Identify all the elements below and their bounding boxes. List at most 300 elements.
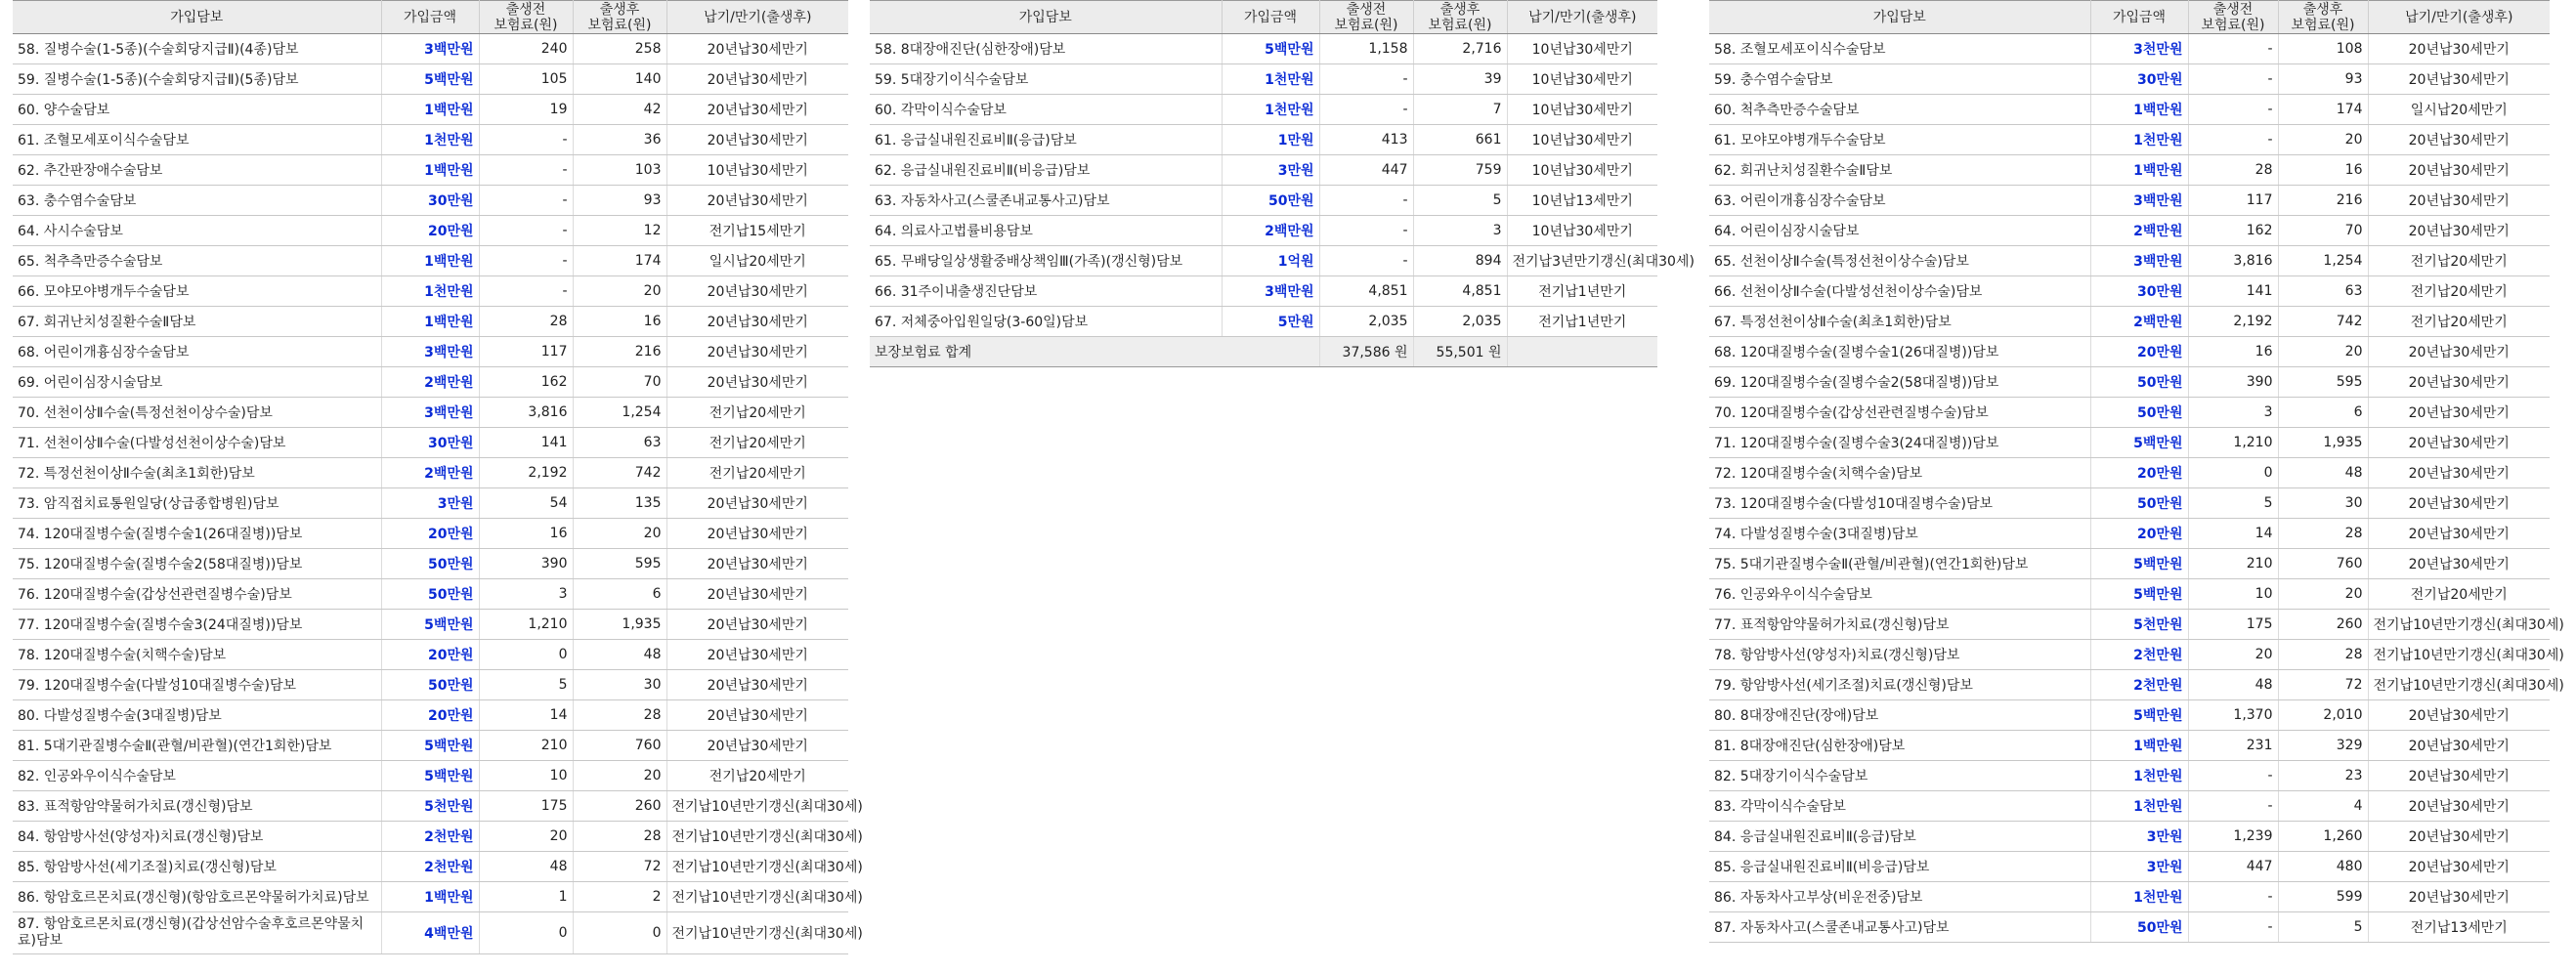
table-row (13, 64, 848, 95)
payment-term: 전기납10년만기갱신(최대30세) (2368, 610, 2550, 640)
coverage-name: 73. 암직접치료통원일당(상급종합병원)담보 (13, 488, 381, 519)
coverage-name: 75. 5대기관질병수술Ⅱ(관혈/비관혈)(연간1회한)담보 (1709, 549, 2090, 579)
table-row (13, 519, 848, 549)
payment-term: 20년납30세만기 (2368, 549, 2550, 579)
coverage-name: 87. 자동차사고(스쿨존내교통사고)담보 (1709, 912, 2090, 943)
premium-before-birth: 162 (2188, 216, 2278, 246)
header-amount: 가입금액 (2090, 1, 2188, 34)
coverage-name: 62. 추간판장애수술담보 (13, 155, 381, 186)
table-row (1709, 186, 2550, 216)
premium-after-birth: 6 (2278, 398, 2368, 428)
header-before: 출생전 보험료(원) (479, 1, 573, 34)
premium-before-birth: 14 (2188, 519, 2278, 549)
premium-after-birth: 20 (2278, 125, 2368, 155)
premium-after-birth: 595 (2278, 367, 2368, 398)
coverage-table (13, 0, 863, 954)
payment-term: 20년납30세만기 (2368, 519, 2550, 549)
payment-term: 10년납30세만기 (1507, 155, 1657, 186)
table-row (870, 216, 1657, 246)
premium-before-birth: 2,035 (1319, 307, 1413, 337)
coverage-name: 74. 다발성질병수술(3대질병)담보 (1709, 519, 2090, 549)
table-row (1709, 670, 2550, 700)
premium-before-birth: - (2188, 912, 2278, 943)
table-row (13, 912, 848, 954)
coverage-name: 84. 응급실내원진료비Ⅱ(응급)담보 (1709, 822, 2090, 852)
premium-after-birth: 103 (573, 155, 666, 186)
coverage-name: 85. 응급실내원진료비Ⅱ(비응급)담보 (1709, 852, 2090, 882)
premium-after-birth: 661 (1413, 125, 1507, 155)
premium-before-birth: - (2188, 791, 2278, 822)
header-name: 가입담보 (13, 1, 381, 34)
coverage-table-panel-3 (1709, 0, 2564, 943)
payment-term: 10년납13세만기 (1507, 186, 1657, 216)
coverage-name: 81. 8대장애진단(심한장애)담보 (1709, 731, 2090, 761)
header-before: 출생전 보험료(원) (1319, 1, 1413, 34)
payment-term: 20년납30세만기 (666, 64, 848, 95)
table-header-row (870, 1, 1657, 34)
premium-after-birth: 174 (573, 246, 666, 276)
premium-before-birth: 162 (479, 367, 573, 398)
premium-before-birth: 141 (2188, 276, 2278, 307)
premium-after-birth: 742 (573, 458, 666, 488)
premium-after-birth: 174 (2278, 95, 2368, 125)
coverage-name: 77. 표적항암약물허가치료(갱신형)담보 (1709, 610, 2090, 640)
premium-before-birth: 3,816 (479, 398, 573, 428)
table-row (1709, 428, 2550, 458)
premium-after-birth: 1,260 (2278, 822, 2368, 852)
payment-term: 20년납30세만기 (2368, 216, 2550, 246)
premium-before-birth: 1,239 (2188, 822, 2278, 852)
payment-term: 20년납30세만기 (2368, 64, 2550, 95)
coverage-name: 86. 자동차사고부상(비운전중)담보 (1709, 882, 2090, 912)
premium-after-birth: 20 (573, 519, 666, 549)
table-row (1709, 276, 2550, 307)
payment-term: 10년납30세만기 (1507, 64, 1657, 95)
premium-before-birth: 117 (479, 337, 573, 367)
premium-before-birth: 28 (479, 307, 573, 337)
payment-term: 일시납20세만기 (666, 246, 848, 276)
premium-before-birth: 20 (2188, 640, 2278, 670)
payment-term: 20년납30세만기 (666, 367, 848, 398)
coverage-name: 76. 인공와우이식수술담보 (1709, 579, 2090, 610)
header-after: 출생후 보험료(원) (2278, 1, 2368, 34)
header-term: 납기/만기(출생후) (666, 1, 848, 34)
coverage-amount: 1백만원 (2090, 731, 2188, 761)
coverage-name: 82. 인공와우이식수술담보 (13, 761, 381, 791)
table-row (13, 670, 848, 700)
table-row (870, 125, 1657, 155)
coverage-name: 78. 120대질병수술(치핵수술)담보 (13, 640, 381, 670)
premium-after-birth: 1,254 (2278, 246, 2368, 276)
coverage-amount: 50만원 (2090, 912, 2188, 943)
premium-after-birth: 70 (2278, 216, 2368, 246)
coverage-name: 58. 조혈모세포이식수술담보 (1709, 34, 2090, 64)
table-row (13, 246, 848, 276)
table-row (1709, 64, 2550, 95)
coverage-name: 59. 충수염수술담보 (1709, 64, 2090, 95)
coverage-name: 81. 5대기관질병수술Ⅱ(관혈/비관혈)(연간1회한)담보 (13, 731, 381, 761)
coverage-amount: 5백만원 (381, 610, 479, 640)
payment-term: 20년납30세만기 (666, 549, 848, 579)
premium-before-birth: 240 (479, 34, 573, 64)
table-header-row (13, 1, 848, 34)
payment-term: 20년납30세만기 (666, 95, 848, 125)
premium-after-birth: 63 (2278, 276, 2368, 307)
payment-term: 전기납10년만기갱신(최대30세) (666, 822, 848, 852)
table-row (870, 64, 1657, 95)
coverage-name: 71. 선천이상Ⅱ수술(다발성선천이상수술)담보 (13, 428, 381, 458)
coverage-table-panel-2 (870, 0, 1695, 367)
premium-before-birth: 4,851 (1319, 276, 1413, 307)
premium-before-birth: 210 (2188, 549, 2278, 579)
coverage-amount: 2백만원 (381, 458, 479, 488)
coverage-amount: 1백만원 (2090, 95, 2188, 125)
coverage-name: 63. 충수염수술담보 (13, 186, 381, 216)
payment-term: 10년납30세만기 (1507, 34, 1657, 64)
coverage-amount: 3백만원 (381, 337, 479, 367)
premium-before-birth: 210 (479, 731, 573, 761)
coverage-name: 83. 표적항암약물허가치료(갱신형)담보 (13, 791, 381, 822)
premium-before-birth: 10 (479, 761, 573, 791)
premium-before-birth: - (479, 125, 573, 155)
premium-after-birth: 20 (573, 276, 666, 307)
coverage-amount: 50만원 (2090, 398, 2188, 428)
coverage-name: 60. 각막이식수술담보 (870, 95, 1222, 125)
coverage-name: 65. 무배당일상생활중배상책임Ⅲ(가족)(갱신형)담보 (870, 246, 1222, 276)
payment-term: 20년납30세만기 (2368, 458, 2550, 488)
coverage-amount: 30만원 (2090, 276, 2188, 307)
coverage-name: 60. 척추측만증수술담보 (1709, 95, 2090, 125)
coverage-amount: 5만원 (1222, 307, 1319, 337)
payment-term: 전기납10년만기갱신(최대30세) (666, 791, 848, 822)
premium-after-birth: 28 (2278, 519, 2368, 549)
coverage-amount: 1백만원 (381, 95, 479, 125)
coverage-amount: 20만원 (381, 700, 479, 731)
coverage-amount: 1백만원 (381, 882, 479, 912)
premium-before-birth: - (479, 216, 573, 246)
premium-before-birth: 3 (479, 579, 573, 610)
coverage-name: 63. 어린이개흉심장수술담보 (1709, 186, 2090, 216)
premium-after-birth: 742 (2278, 307, 2368, 337)
premium-before-birth: - (1319, 216, 1413, 246)
coverage-name: 76. 120대질병수술(갑상선관련질병수술)담보 (13, 579, 381, 610)
coverage-amount: 3백만원 (381, 398, 479, 428)
coverage-amount: 2천만원 (2090, 640, 2188, 670)
table-row (1709, 246, 2550, 276)
premium-before-birth: 3 (2188, 398, 2278, 428)
payment-term: 전기납20세만기 (666, 761, 848, 791)
table-row (870, 246, 1657, 276)
payment-term: 전기납20세만기 (666, 458, 848, 488)
premium-after-birth: 599 (2278, 882, 2368, 912)
coverage-name: 61. 조혈모세포이식수술담보 (13, 125, 381, 155)
table-row (13, 700, 848, 731)
table-row (1709, 458, 2550, 488)
payment-term: 20년납30세만기 (666, 276, 848, 307)
premium-before-birth: 175 (2188, 610, 2278, 640)
header-amount: 가입금액 (1222, 1, 1319, 34)
table-row (13, 791, 848, 822)
premium-before-birth: - (2188, 95, 2278, 125)
premium-after-birth: 30 (2278, 488, 2368, 519)
coverage-amount: 1천만원 (381, 125, 479, 155)
coverage-amount: 2천만원 (381, 852, 479, 882)
coverage-table (870, 0, 1695, 367)
table-row (1709, 912, 2550, 943)
coverage-amount: 4백만원 (381, 912, 479, 954)
coverage-name: 77. 120대질병수술(질병수술3(24대질병))담보 (13, 610, 381, 640)
table-row (1709, 367, 2550, 398)
table-row (1709, 307, 2550, 337)
coverage-name: 79. 항암방사선(세기조절)치료(갱신형)담보 (1709, 670, 2090, 700)
table-row (13, 186, 848, 216)
premium-before-birth: 2,192 (479, 458, 573, 488)
table-row (870, 95, 1657, 125)
header-before: 출생전 보험료(원) (2188, 1, 2278, 34)
payment-term: 10년납30세만기 (1507, 125, 1657, 155)
payment-term: 20년납30세만기 (2368, 791, 2550, 822)
coverage-name: 70. 120대질병수술(갑상선관련질병수술)담보 (1709, 398, 2090, 428)
payment-term: 20년납30세만기 (2368, 882, 2550, 912)
table-row (870, 155, 1657, 186)
coverage-amount: 2백만원 (1222, 216, 1319, 246)
coverage-amount: 3만원 (1222, 155, 1319, 186)
premium-before-birth: 2,192 (2188, 307, 2278, 337)
table-row (1709, 519, 2550, 549)
coverage-name: 62. 회귀난치성질환수술Ⅱ담보 (1709, 155, 2090, 186)
coverage-name: 69. 120대질병수술(질병수술2(58대질병))담보 (1709, 367, 2090, 398)
table-row (13, 216, 848, 246)
coverage-name: 60. 양수술담보 (13, 95, 381, 125)
coverage-amount: 20만원 (381, 640, 479, 670)
premium-after-birth: 329 (2278, 731, 2368, 761)
header-name: 가입담보 (870, 1, 1222, 34)
premium-before-birth: - (1319, 186, 1413, 216)
header-after: 출생후 보험료(원) (573, 1, 666, 34)
premium-after-birth: 72 (2278, 670, 2368, 700)
premium-after-birth: 12 (573, 216, 666, 246)
header-term: 납기/만기(출생후) (2368, 1, 2550, 34)
coverage-amount: 1천만원 (1222, 64, 1319, 95)
table-row (13, 882, 848, 912)
premium-after-birth: 36 (573, 125, 666, 155)
table-row (13, 337, 848, 367)
premium-after-birth: 48 (2278, 458, 2368, 488)
premium-after-birth: 28 (573, 700, 666, 731)
premium-before-birth: 1,210 (479, 610, 573, 640)
coverage-name: 72. 120대질병수술(치핵수술)담보 (1709, 458, 2090, 488)
coverage-name: 82. 5대장기이식수술담보 (1709, 761, 2090, 791)
premium-after-birth: 0 (573, 912, 666, 954)
payment-term: 전기납13세만기 (2368, 912, 2550, 943)
coverage-name: 61. 응급실내원진료비Ⅱ(응급)담보 (870, 125, 1222, 155)
payment-term: 20년납30세만기 (666, 610, 848, 640)
payment-term: 20년납30세만기 (666, 307, 848, 337)
premium-before-birth: - (479, 246, 573, 276)
payment-term: 전기납10년만기갱신(최대30세) (666, 852, 848, 882)
table-row (13, 579, 848, 610)
premium-after-birth: 1,254 (573, 398, 666, 428)
premium-after-birth: 260 (2278, 610, 2368, 640)
coverage-amount: 5천만원 (2090, 610, 2188, 640)
coverage-amount: 1천만원 (1222, 95, 1319, 125)
coverage-amount: 30만원 (2090, 64, 2188, 95)
coverage-amount: 1백만원 (381, 155, 479, 186)
coverage-amount: 2천만원 (381, 822, 479, 852)
coverage-amount: 1백만원 (381, 307, 479, 337)
premium-after-birth: 16 (573, 307, 666, 337)
premium-after-birth: 140 (573, 64, 666, 95)
coverage-name: 62. 응급실내원진료비Ⅱ(비응급)담보 (870, 155, 1222, 186)
premium-before-birth: 1 (479, 882, 573, 912)
coverage-amount: 20만원 (2090, 458, 2188, 488)
premium-before-birth: 0 (479, 640, 573, 670)
table-row (1709, 579, 2550, 610)
table-row (1709, 216, 2550, 246)
table-row (13, 428, 848, 458)
coverage-name: 75. 120대질병수술(질병수술2(58대질병))담보 (13, 549, 381, 579)
premium-before-birth: 0 (2188, 458, 2278, 488)
coverage-name: 59. 5대장기이식수술담보 (870, 64, 1222, 95)
payment-term: 전기납20세만기 (2368, 307, 2550, 337)
payment-term: 전기납15세만기 (666, 216, 848, 246)
table-row (1709, 822, 2550, 852)
premium-before-birth: 19 (479, 95, 573, 125)
coverage-amount: 5백만원 (2090, 700, 2188, 731)
premium-after-birth: 39 (1413, 64, 1507, 95)
coverage-name: 64. 어린이심장시술담보 (1709, 216, 2090, 246)
premium-before-birth: 54 (479, 488, 573, 519)
table-row (1709, 34, 2550, 64)
coverage-amount: 2백만원 (2090, 307, 2188, 337)
coverage-name: 67. 특정선천이상Ⅱ수술(최초1회한)담보 (1709, 307, 2090, 337)
coverage-amount: 1천만원 (2090, 125, 2188, 155)
premium-before-birth: 20 (479, 822, 573, 852)
premium-after-birth: 70 (573, 367, 666, 398)
header-after: 출생후 보험료(원) (1413, 1, 1507, 34)
premium-before-birth: 447 (2188, 852, 2278, 882)
payment-term: 20년납30세만기 (2368, 125, 2550, 155)
payment-term: 20년납30세만기 (666, 125, 848, 155)
premium-after-birth: 42 (573, 95, 666, 125)
coverage-name: 74. 120대질병수술(질병수술1(26대질병))담보 (13, 519, 381, 549)
payment-term: 전기납10년만기갱신(최대30세) (666, 912, 848, 954)
payment-term: 20년납30세만기 (666, 186, 848, 216)
total-after: 55,501 원 (1413, 337, 1507, 367)
coverage-name: 59. 질병수술(1-5종)(수술회당지급Ⅱ)(5종)담보 (13, 64, 381, 95)
payment-term: 10년납30세만기 (1507, 216, 1657, 246)
payment-term: 10년납30세만기 (1507, 95, 1657, 125)
coverage-name: 73. 120대질병수술(다발성10대질병수술)담보 (1709, 488, 2090, 519)
premium-before-birth: - (2188, 761, 2278, 791)
coverage-name: 65. 척추측만증수술담보 (13, 246, 381, 276)
premium-after-birth: 20 (2278, 337, 2368, 367)
payment-term: 전기납10년만기갱신(최대30세) (666, 882, 848, 912)
table-row (1709, 610, 2550, 640)
premium-after-birth: 30 (573, 670, 666, 700)
coverage-amount: 30만원 (381, 186, 479, 216)
coverage-amount: 3백만원 (381, 34, 479, 64)
premium-before-birth: - (479, 155, 573, 186)
payment-term: 20년납30세만기 (2368, 488, 2550, 519)
coverage-amount: 3백만원 (2090, 186, 2188, 216)
payment-term: 20년납30세만기 (2368, 852, 2550, 882)
coverage-amount: 5백만원 (1222, 34, 1319, 64)
coverage-name: 80. 다발성질병수술(3대질병)담보 (13, 700, 381, 731)
coverage-amount: 5백만원 (2090, 428, 2188, 458)
premium-after-birth: 23 (2278, 761, 2368, 791)
premium-after-birth: 258 (573, 34, 666, 64)
coverage-amount: 5천만원 (381, 791, 479, 822)
premium-after-birth: 1,935 (2278, 428, 2368, 458)
payment-term: 전기납20세만기 (2368, 276, 2550, 307)
coverage-name: 65. 선천이상Ⅱ수술(특정선천이상수술)담보 (1709, 246, 2090, 276)
header-name: 가입담보 (1709, 1, 2090, 34)
payment-term: 20년납30세만기 (2368, 186, 2550, 216)
payment-term: 20년납30세만기 (2368, 700, 2550, 731)
coverage-table-panel-1 (13, 0, 863, 954)
total-label: 보장보험료 합계 (870, 337, 1319, 367)
coverage-amount: 20만원 (2090, 337, 2188, 367)
coverage-name: 58. 8대장애진단(심한장애)담보 (870, 34, 1222, 64)
payment-term: 전기납10년만기갱신(최대30세) (2368, 670, 2550, 700)
coverage-amount: 20만원 (381, 519, 479, 549)
premium-before-birth: 48 (2188, 670, 2278, 700)
premium-before-birth: 3,816 (2188, 246, 2278, 276)
coverage-name: 64. 의료사고법률비용담보 (870, 216, 1222, 246)
premium-before-birth: 1,210 (2188, 428, 2278, 458)
premium-after-birth: 93 (573, 186, 666, 216)
coverage-amount: 50만원 (1222, 186, 1319, 216)
coverage-name: 58. 질병수술(1-5종)(수술회당지급Ⅱ)(4종)담보 (13, 34, 381, 64)
coverage-amount: 50만원 (381, 549, 479, 579)
payment-term: 전기납3년만기갱신(최대30세) (1507, 246, 1657, 276)
table-row (1709, 95, 2550, 125)
premium-before-birth: 16 (2188, 337, 2278, 367)
payment-term: 20년납30세만기 (666, 519, 848, 549)
premium-after-birth: 63 (573, 428, 666, 458)
premium-before-birth: 117 (2188, 186, 2278, 216)
coverage-amount: 1백만원 (381, 246, 479, 276)
table-row (13, 95, 848, 125)
coverage-name: 72. 특정선천이상Ⅱ수술(최초1회한)담보 (13, 458, 381, 488)
premium-before-birth: 390 (479, 549, 573, 579)
premium-before-birth: - (2188, 125, 2278, 155)
coverage-amount: 3천만원 (2090, 34, 2188, 64)
payment-term: 20년납30세만기 (2368, 428, 2550, 458)
table-row (13, 276, 848, 307)
coverage-name: 78. 항암방사선(양성자)치료(갱신형)담보 (1709, 640, 2090, 670)
table-row (870, 34, 1657, 64)
coverage-amount: 1천만원 (2090, 882, 2188, 912)
table-row (1709, 125, 2550, 155)
coverage-amount: 3백만원 (1222, 276, 1319, 307)
coverage-name: 63. 자동차사고(스쿨존내교통사고)담보 (870, 186, 1222, 216)
coverage-amount: 1백만원 (2090, 155, 2188, 186)
payment-term: 20년납30세만기 (666, 700, 848, 731)
premium-before-birth: 1,370 (2188, 700, 2278, 731)
coverage-name: 85. 항암방사선(세기조절)치료(갱신형)담보 (13, 852, 381, 882)
premium-after-birth: 5 (2278, 912, 2368, 943)
coverage-name: 68. 120대질병수술(질병수술1(26대질병))담보 (1709, 337, 2090, 367)
table-row (1709, 761, 2550, 791)
coverage-amount: 50만원 (381, 670, 479, 700)
table-row (13, 155, 848, 186)
payment-term: 20년납30세만기 (2368, 398, 2550, 428)
premium-after-birth: 760 (573, 731, 666, 761)
premium-before-birth: 231 (2188, 731, 2278, 761)
premium-before-birth: 28 (2188, 155, 2278, 186)
